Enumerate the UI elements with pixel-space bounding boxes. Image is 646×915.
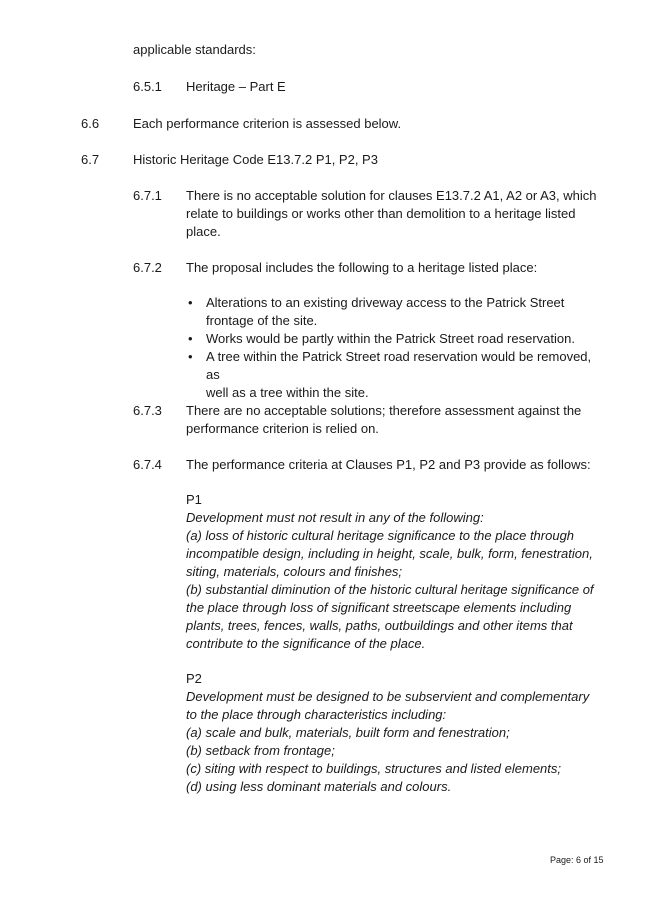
item-6-7-4-text: The performance criteria at Clauses P1, P2 and P3 provide as follows: [186, 457, 591, 472]
item-6-7-2-text: The proposal includes the following to a heritage listed place: [186, 260, 538, 275]
item-6-7-number: 6.7 [81, 152, 100, 167]
bullet-icon: • [188, 349, 193, 364]
criterion-line: (c) siting with respect to buildings, structures and listed elements; [186, 761, 562, 776]
bullet-text [206, 330, 606, 348]
bullet-line: well as a tree within the site. [206, 385, 369, 400]
bullet-icon: • [188, 295, 193, 310]
paragraph-line: place. [186, 224, 221, 239]
bullet-line: Alterations to an existing driveway access to the Patrick Street [206, 295, 565, 310]
item-6-6-number: 6.6 [81, 116, 100, 131]
criterion-heading: P1 [186, 492, 202, 507]
criterion-line: incompatible design, including in height, scale, bulk, form, fenestration, [186, 546, 593, 561]
criterion-line: (a) scale and bulk, materials, built form and fenestration; [186, 725, 510, 740]
item-6-6-text: Each performance criterion is assessed below. [133, 116, 402, 131]
bullet-line: Works would be partly within the Patrick Street road reservation. [206, 331, 575, 346]
item-6-5-1-number: 6.5.1 [133, 79, 162, 94]
item-6-7-heading: Historic Heritage Code E13.7.2 P1, P2, P3 [133, 152, 378, 167]
criterion-p2 [186, 670, 606, 796]
criterion-line: Development must not result in any of the following: [186, 510, 484, 525]
item-6-7-2-number: 6.7.2 [133, 260, 162, 275]
paragraph-line: There is no acceptable solution for clauses E13.7.2 A1, A2 or A3, which [186, 188, 597, 203]
criterion-line: (a) loss of historic cultural heritage significance to the place through [186, 528, 575, 543]
criterion-heading: P2 [186, 671, 202, 686]
bullet-text [206, 294, 606, 330]
criterion-p1 [186, 491, 606, 653]
paragraph-line: performance criterion is relied on. [186, 421, 379, 436]
page-number: Page: 6 of 15 [550, 855, 604, 865]
item-6-7-1-text [186, 187, 606, 241]
criterion-line: siting, materials, colours and finishes; [186, 564, 403, 579]
paragraph-line: relate to buildings or works other than demolition to a heritage listed [186, 206, 576, 221]
item-6-7-3-text [186, 402, 606, 438]
criterion-line: the place through loss of significant streetscape elements including [186, 600, 572, 615]
bullet-line: A tree within the Patrick Street road reservation would be removed, as [206, 349, 592, 382]
criterion-line: contribute to the significance of the place. [186, 636, 426, 651]
bullet-line: frontage of the site. [206, 313, 318, 328]
criterion-line: (b) setback from frontage; [186, 743, 335, 758]
criterion-line: Development must be designed to be subservient and complementary [186, 689, 590, 704]
item-6-7-4-number: 6.7.4 [133, 457, 162, 472]
item-6-5-1-text: Heritage – Part E [186, 79, 286, 94]
item-6-7-3-number: 6.7.3 [133, 403, 162, 418]
bullet-icon: • [188, 331, 193, 346]
criterion-line: (b) substantial diminution of the historic cultural heritage significance of [186, 582, 594, 597]
criterion-line: to the place through characteristics including: [186, 707, 447, 722]
item-6-7-1-number: 6.7.1 [133, 188, 162, 203]
bullet-text [206, 348, 606, 402]
intro-text: applicable standards: [133, 42, 256, 57]
criterion-line: plants, trees, fences, walls, paths, outbuildings and other items that [186, 618, 573, 633]
criterion-line: (d) using less dominant materials and colours. [186, 779, 452, 794]
paragraph-line: There are no acceptable solutions; therefore assessment against the [186, 403, 582, 418]
